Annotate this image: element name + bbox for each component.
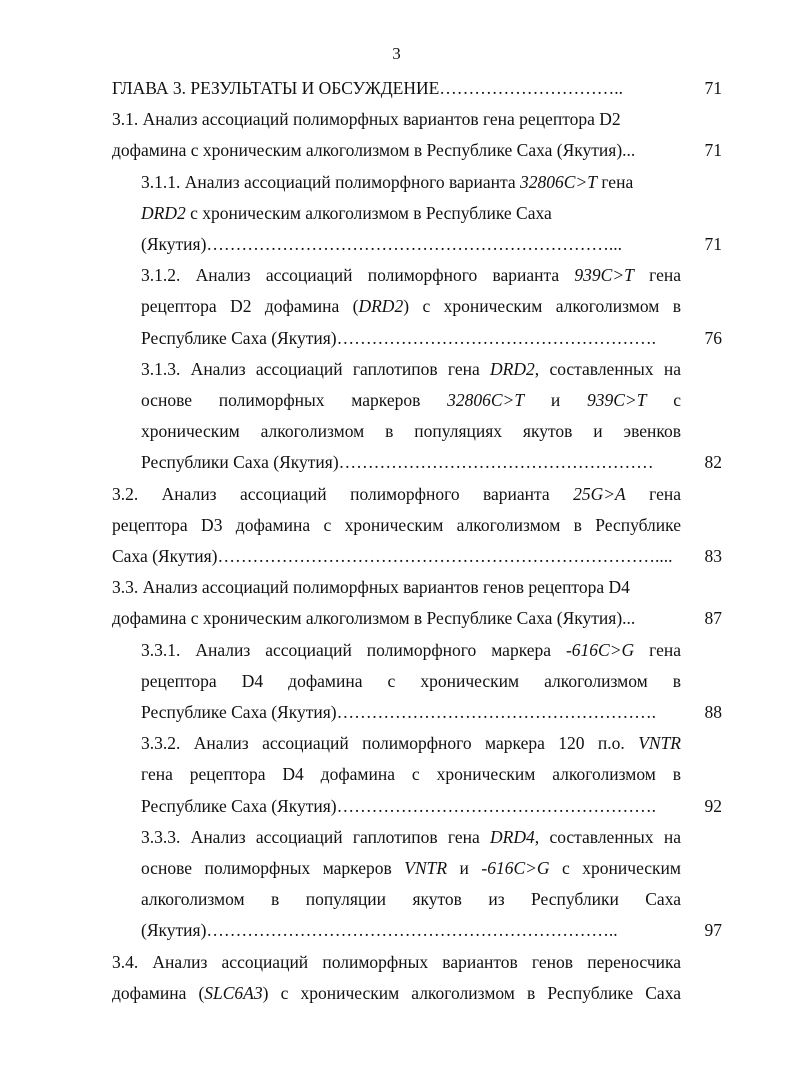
toc-entry-title: ГЛАВА 3. РЕЗУЛЬТАТЫ И ОБСУЖДЕНИЕ………………………….. [112,78,624,98]
toc-page-number: 71 [704,234,722,255]
toc-entry-line: 3.1. Анализ ассоциаций полиморфных вариантов гена рецептора D2 [112,109,621,130]
toc-entry-3-1[interactable] [112,104,722,166]
toc-entry-3-4[interactable] [112,947,681,1009]
toc-entry-line: Саха (Якутия)………………………………………………………………….... [112,546,673,567]
toc-entry-line: 3.2. Анализ ассоциаций полиморфного варианта 25G>A гена [112,483,681,504]
toc-entry-line: Республике Саха (Якутия)………………………………………………. [141,702,657,723]
toc-entry-line: Республике Саха (Якутия)………………………………………………. [141,327,657,348]
toc-page-number: 71 [704,140,722,161]
toc-page-number: 87 [704,608,722,629]
toc-entry-3-1-1[interactable] [141,167,722,261]
toc-entry-line: 3.3.3. Анализ ассоциаций гаплотипов гена DRD4, составленных на [141,826,681,847]
toc-entry-line: дофамина с хроническим алкоголизмом в Республике Саха (Якутия)... [112,608,636,629]
toc-entry-line: Республике Саха (Якутия)………………………………………………. [141,795,657,816]
toc-page-number: 92 [704,795,722,816]
toc-entry-3-3-3[interactable] [141,822,722,947]
toc-entry-line: Республики Саха (Якутия)……………………………………………… [141,452,654,473]
toc-entry-line: рецептора D4 дофамина с хроническим алкоголизмом в [141,670,681,691]
toc-entry-3-3-2[interactable] [141,728,722,822]
toc-page-number: 83 [704,546,722,567]
toc-entry-line: (Якутия)…………………………………………………………….. [141,920,618,941]
toc-page-number: 76 [704,327,722,348]
toc-entry-line: DRD2 с хроническим алкоголизмом в Республике Саха [141,202,552,223]
toc-entry-line: рецептора D3 дофамина с хроническим алкоголизмом в Республике [112,514,681,535]
toc-entry-line: 3.3.2. Анализ ассоциаций полиморфного маркера 120 п.о. VNTR [141,733,681,754]
toc-entry-line: 3.1.1. Анализ ассоциаций полиморфного варианта 32806C>T гена [141,171,634,192]
toc-entry-line: 3.1.2. Анализ ассоциаций полиморфного варианта 939C>T гена [141,265,681,286]
toc-page-number: 97 [704,920,722,941]
toc-entry-3-1-2[interactable] [141,260,722,354]
toc-entry-line: 3.4. Анализ ассоциаций полиморфных вариантов генов переносчика [112,951,681,972]
toc-entry-line: алкоголизмом в популяции якутов из Республики Саха [141,889,681,910]
toc-entry-line: гена рецептора D4 дофамина с хроническим алкоголизмом в [141,764,681,785]
table-of-contents [112,73,722,1009]
toc-entry-line: 3.3. Анализ ассоциаций полиморфных вариантов генов рецептора D4 [112,577,630,598]
toc-entry-line: основе полиморфных маркеров VNTR и -616C>G с хроническим [141,858,681,879]
toc-page-number: 71 [704,78,722,98]
page-number: 3 [392,44,401,63]
toc-entry-line: рецептора D2 дофамина (DRD2) с хроническим алкоголизмом в [141,296,681,317]
toc-entry-line: хроническим алкоголизмом в популяциях якутов и эвенков [141,421,681,442]
toc-entry-3-3[interactable] [112,572,722,634]
toc-entry-line: основе полиморфных маркеров 32806C>T и 939C>T с [141,390,681,411]
toc-entry-3-2[interactable] [112,479,722,573]
toc-entry-line: 3.1.3. Анализ ассоциаций гаплотипов гена DRD2, составленных на [141,358,681,379]
toc-entry-chapter-3[interactable] [112,73,722,104]
toc-entry-line: дофамина с хроническим алкоголизмом в Республике Саха (Якутия)... [112,140,636,161]
toc-entry-line: дофамина (SLC6A3) с хроническим алкоголизмом в Республике Саха [112,982,681,1003]
toc-entry-line: 3.3.1. Анализ ассоциаций полиморфного маркера -616C>G гена [141,639,681,660]
toc-page-number: 88 [704,702,722,723]
toc-entry-3-1-3[interactable] [141,354,722,479]
toc-entry-3-3-1[interactable] [141,635,722,729]
toc-entry-line: (Якутия)……………………………………………………………... [141,234,623,255]
toc-page-number: 82 [704,452,722,473]
